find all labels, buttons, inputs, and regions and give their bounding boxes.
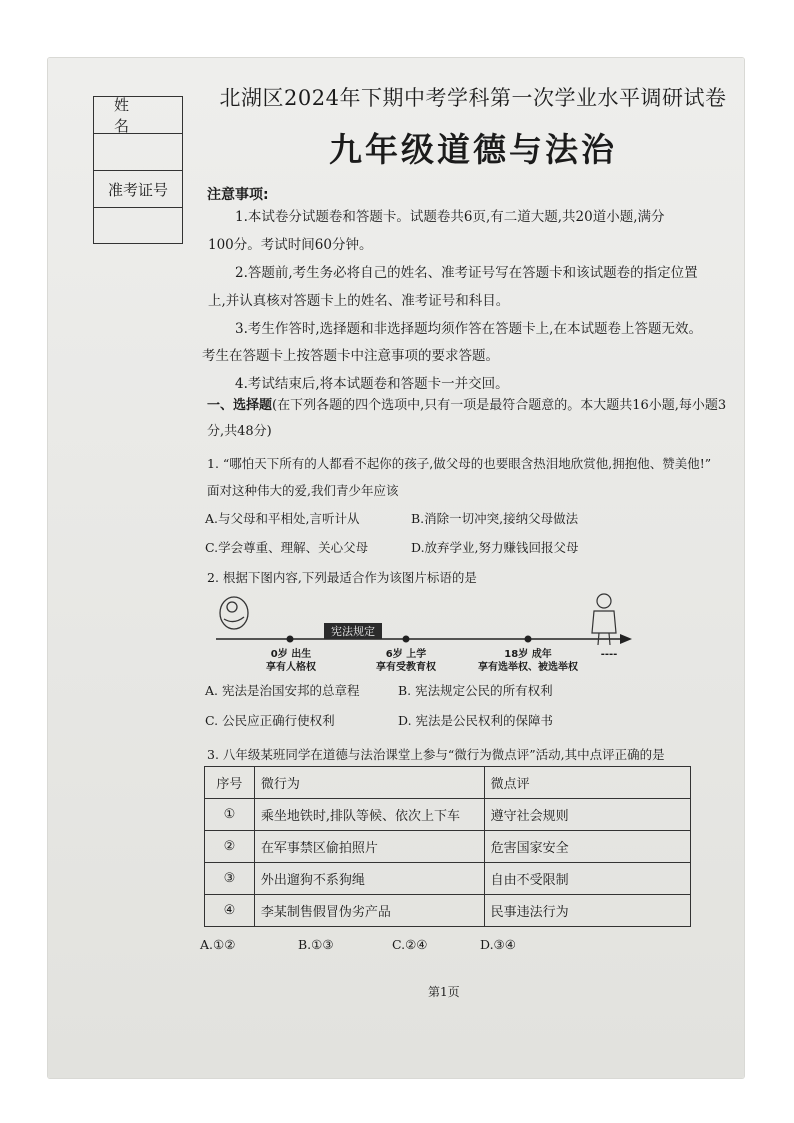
table-row (205, 895, 691, 927)
behavior-table (204, 766, 691, 927)
adult-figure-icon (592, 594, 616, 645)
timeline-point-1 (256, 648, 326, 674)
table-cell-behavior: 乘坐地铁时,排队等候、依次上下车 (254, 799, 484, 831)
name-field (94, 134, 182, 171)
notice-item-2-cont: 上,并认真核对答题卡上的姓名、准考证号和科目。 (208, 293, 510, 309)
exam-sheet (48, 58, 744, 1078)
q3-option-d[interactable]: D.③④ (480, 937, 516, 952)
table-cell-index: ① (205, 799, 255, 831)
table-header-row (205, 767, 691, 799)
timeline-point-4 (594, 648, 624, 661)
q2-stem: 2. 根据下图内容,下列最适合作为该图片标语的是 (207, 570, 477, 585)
table-cell-index: ② (205, 831, 255, 863)
q1-option-d[interactable]: D.放弃学业,努力赚钱回报父母 (411, 540, 579, 555)
table-cell-behavior: 在军事禁区偷拍照片 (254, 831, 484, 863)
q1-option-b[interactable]: B.消除一切冲突,接纳父母做法 (411, 511, 579, 526)
id-label: 准考证号 (94, 171, 182, 208)
table-cell-behavior: 李某制售假冒伪劣产品 (254, 895, 484, 927)
table-cell-behavior: 外出遛狗不系狗绳 (254, 863, 484, 895)
table-header-behavior: 微行为 (254, 767, 484, 799)
table-cell-comment: 自由不受限制 (484, 863, 690, 895)
q1-option-c[interactable]: C.学会尊重、理解、关心父母 (205, 540, 369, 555)
q2-option-d[interactable]: D. 宪法是公民权利的保障书 (398, 713, 554, 728)
notice-item-3: 3.考生作答时,选择题和非选择题均须作答在答题卡上,在本试题卷上答题无效。 (235, 321, 702, 337)
notice-item-4: 4.考试结束后,将本试题卷和答题卡一并交回。 (235, 376, 509, 392)
table-cell-comment: 危害国家安全 (484, 831, 690, 863)
table-row (205, 831, 691, 863)
page-number: 第1页 (428, 985, 460, 999)
notice-heading: 注意事项: (207, 187, 269, 203)
id-field (94, 208, 182, 244)
timeline-graphic (212, 593, 632, 653)
section1-desc-2: 分,共48分) (207, 424, 272, 439)
table-header-index: 序号 (205, 767, 255, 799)
exam-title: 北湖区2024年下期中考学科第一次学业水平调研试卷 (219, 86, 727, 110)
q1-stem-1: 1. “哪怕天下所有的人都看不起你的孩子,做父母的也要眼含热泪地欣赏他,拥抱他、赞美他!” (207, 456, 712, 471)
q3-option-b[interactable]: B.①③ (298, 937, 334, 952)
timeline-age-2: 6岁 上学 (385, 649, 427, 660)
q1-option-a[interactable]: A.与父母和平相处,言听计从 (205, 511, 360, 526)
section1-heading: 一、选择题 (207, 398, 273, 413)
table-cell-comment: 民事违法行为 (484, 895, 690, 927)
notice-item-2: 2.答题前,考生务必将自己的姓名、准考证号写在答题卡和该试题卷的指定位置 (235, 265, 698, 281)
table-row (205, 863, 691, 895)
timeline-right-3: 享有选举权、被选举权 (478, 662, 578, 673)
timeline-box-label: 宪法规定 (324, 623, 382, 639)
notice-item-3-cont: 考生在答题卡上按答题卡中注意事项的要求答题。 (202, 348, 499, 364)
q3-option-a[interactable]: A.①② (200, 937, 236, 952)
timeline-right-1: 享有人格权 (266, 662, 316, 673)
baby-icon (220, 597, 248, 629)
timeline-right-2: 享有受教育权 (376, 662, 436, 673)
table-cell-index: ④ (205, 895, 255, 927)
q2-option-b[interactable]: B. 宪法规定公民的所有权利 (398, 683, 553, 698)
table-header-comment: 微点评 (484, 767, 690, 799)
notice-item-1-cont: 100分。考试时间60分钟。 (208, 237, 373, 253)
timeline-age-4: ---- (600, 649, 618, 660)
notice-item-1: 1.本试卷分试题卷和答题卡。试题卷共6页,有二道大题,共20道小题,满分 (235, 209, 665, 225)
table-row (205, 799, 691, 831)
name-label: 姓名 (94, 97, 182, 134)
timeline-age-3: 18岁 成年 (504, 649, 552, 660)
q2-option-a[interactable]: A. 宪法是治国安邦的总章程 (205, 683, 360, 698)
timeline-point-2 (368, 648, 444, 674)
q2-option-c[interactable]: C. 公民应正确行使权利 (205, 713, 335, 728)
table-cell-index: ③ (205, 863, 255, 895)
q3-option-c[interactable]: C.②④ (392, 937, 428, 952)
timeline-point-3 (468, 648, 588, 674)
subject-title: 九年级道德与法治 (329, 130, 617, 169)
q3-stem: 3. 八年级某班同学在道德与法治课堂上参与“微行为微点评”活动,其中点评正确的是 (207, 747, 665, 762)
timeline-age-1: 0岁 出生 (270, 649, 312, 660)
q1-stem-2: 面对这种伟大的爱,我们青少年应该 (207, 483, 399, 498)
section1-intro (207, 393, 747, 419)
section1-desc-1: (在下列各题的四个选项中,只有一项是最符合题意的。本大题共16小题,每小题3 (272, 398, 727, 413)
candidate-info-box (93, 96, 183, 244)
table-cell-comment: 遵守社会规则 (484, 799, 690, 831)
